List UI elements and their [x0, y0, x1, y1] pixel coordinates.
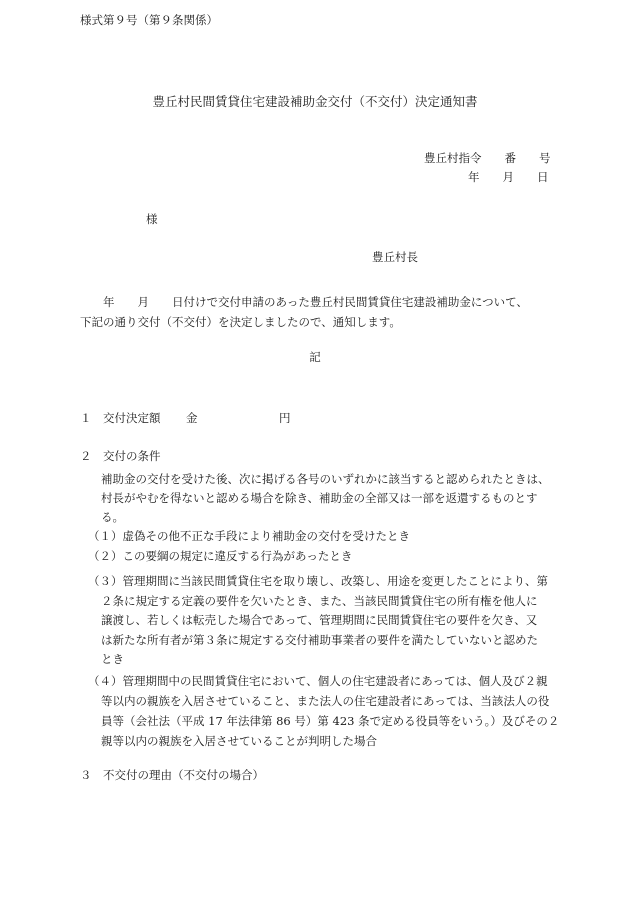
- item1-yen: 円: [279, 411, 291, 425]
- item2-label: ２ 交付の条件: [80, 449, 161, 463]
- item3-label: ３ 不交付の理由（不交付の場合）: [80, 768, 264, 782]
- intro-line-2: 下記の通り交付（不交付）を決定しましたので、通知します。: [80, 315, 401, 329]
- document-title: 豊丘村民間賃貸住宅建設補助金交付（不交付）決定通知書: [152, 94, 478, 109]
- condition-4-line2: 等以内の親族を入居させていること、また法人の住宅建設者にあっては、当該法人の役: [101, 694, 550, 708]
- notice-number: 豊丘村指令 番 号: [424, 151, 551, 165]
- condition-1: （１）虚偽その他不正な手段により補助金の交付を受けたとき: [88, 529, 410, 543]
- condition-2: （２）この要綱の規定に違反する行為があったとき: [88, 549, 353, 563]
- condition-3-line2: ２条に規定する定義の要件を欠いたとき、また、当該民間賃貸住宅の所有権を他人に: [101, 593, 538, 608]
- condition-4-line3: 員等（会社法（平成 17 年法律第 86 号）第 423 条で定める役員等をいう。）及びその２: [101, 714, 560, 728]
- item2-lead: [101, 470, 550, 527]
- condition-4: [88, 671, 559, 751]
- condition-4-line4: 親等以内の親族を入居させていることが判明した場合: [101, 734, 377, 748]
- item1-label: １ 交付決定額: [80, 411, 161, 425]
- condition-3: [88, 572, 548, 670]
- condition-3-line1: （３）管理期間に当該民間賃貸住宅を取り壊し、改築し、用途を変更したことにより、第: [88, 574, 548, 588]
- item2-lead-line3: る。: [101, 510, 124, 524]
- sender: 豊丘村長: [372, 250, 418, 264]
- form-number: 様式第９号（第９条関係）: [80, 13, 218, 27]
- ki-heading: 記: [309, 350, 321, 364]
- condition-3-line3: 譲渡し、若しくは転売した場合であって、管理期間に民間賃貸住宅の要件を欠き、又: [101, 613, 538, 627]
- intro-line-1: 年 月 日付けで交付申請のあった豊丘村民間賃貸住宅建設補助金について、: [80, 295, 528, 309]
- condition-4-line1: （４）管理期間中の民間賃貸住宅において、個人の住宅建設者にあっては、個人及び２親: [88, 674, 548, 688]
- recipient: 様: [146, 212, 158, 226]
- condition-3-line4: は新たな所有者が第３条に規定する交付補助事業者の要件を満たしていないと認めた: [101, 632, 538, 647]
- item2-lead-line1: 補助金の交付を受けた後、次に掲げる各号のいずれかに該当すると認められたときは、: [101, 472, 550, 486]
- item1-kin: 金: [186, 411, 198, 425]
- item2-lead-line2: 村長がやむを得ないと認める場合を除き、補助金の全部又は一部を返還するものとす: [101, 491, 538, 505]
- condition-3-line5: とき: [101, 652, 124, 666]
- date-line: 年 月 日: [468, 170, 549, 184]
- intro-paragraph: [80, 292, 528, 332]
